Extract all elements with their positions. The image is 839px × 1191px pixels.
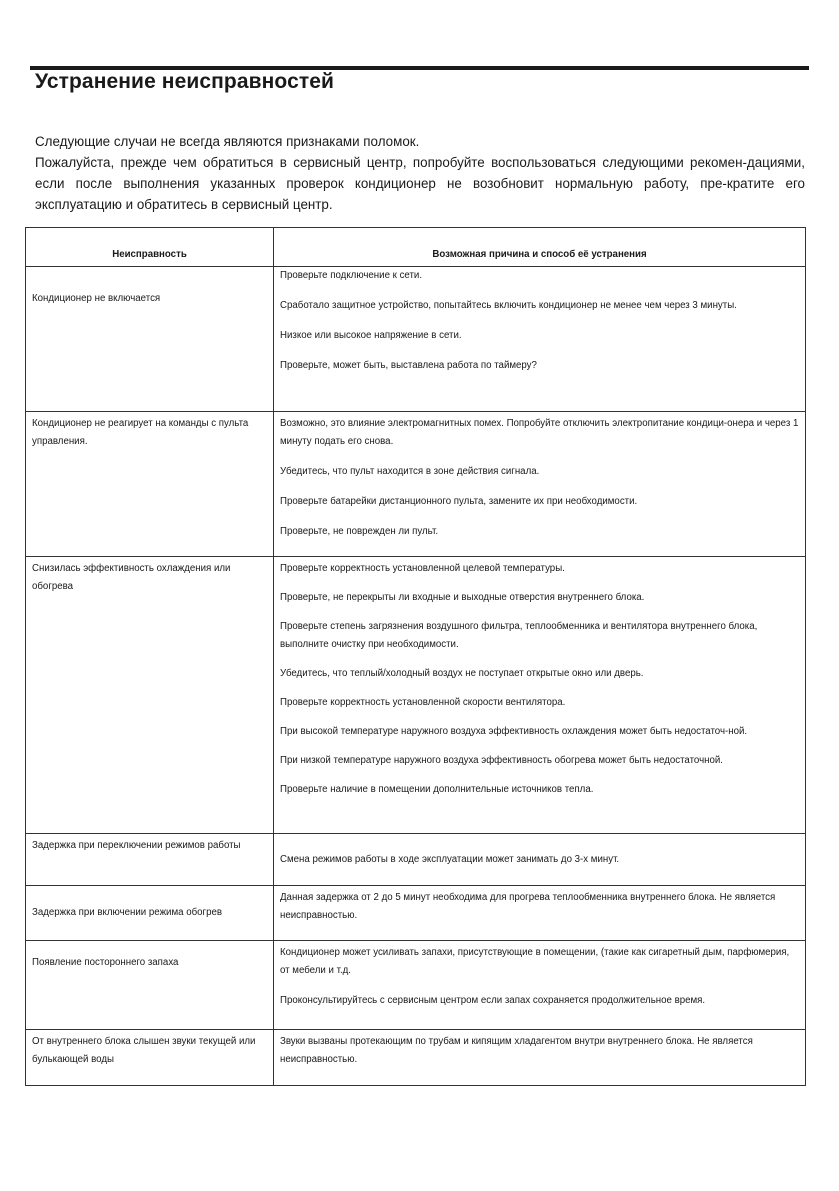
remedy-line: Проверьте корректность установленной целевой температуры. [280, 563, 565, 574]
remedy-line: Убедитесь, что теплый/холодный воздух не поступает открытые окно или дверь. [280, 668, 644, 679]
fault-text: Задержка при переключении режимов работы [32, 840, 241, 851]
remedy-line: При высокой температуре наружного воздуха эффективность охлаждения может быть недостаточ-ной. [280, 726, 748, 737]
column-header-remedy: Возможная причина и способ её устранения [274, 228, 806, 267]
table-row [26, 557, 806, 834]
intro-text [35, 131, 805, 215]
remedy-line: Данная задержка от 2 до 5 минут необходима для прогрева теплообменника внутреннего блока. Не является неисправностью. [280, 892, 776, 921]
remedy-cell [274, 557, 806, 834]
remedy-cell [274, 941, 806, 1030]
fault-text: Задержка при включении режима обогрев [32, 907, 222, 918]
intro-line-2: Пожалуйста, прежде чем обратиться в сервисный центр, попробуйте воспользоваться следующими рекомен-дациями, если после выполнения указанных проверок кондиционер не возобновит нормальную работу, пре-кратите его эксплуатацию и обратитесь в сервисный центр. [35, 155, 805, 212]
fault-cell [26, 412, 274, 557]
intro-line-1: Следующие случаи не всегда являются признаками поломок. [35, 134, 420, 149]
page-title: Устранение неисправностей [35, 70, 335, 93]
column-header-fault: Неисправность [26, 228, 274, 267]
table-row [26, 412, 806, 557]
remedy-line: Проверьте подключение к сети. [280, 270, 423, 281]
remedy-cell [274, 412, 806, 557]
fault-cell [26, 941, 274, 1030]
table-row [26, 941, 806, 1030]
fault-text: Кондиционер не включается [32, 293, 161, 304]
fault-cell [26, 1030, 274, 1086]
remedy-line: При низкой температуре наружного воздуха эффективность обогрева может быть недостаточной. [280, 755, 723, 766]
remedy-line: Проверьте наличие в помещении дополнительные источников тепла. [280, 784, 594, 795]
remedy-line: Смена режимов работы в ходе эксплуатации может занимать до 3-х минут. [280, 853, 620, 865]
table-row [26, 1030, 806, 1086]
remedy-line: Звуки вызваны протекающим по трубам и кипящим хладагентом внутри внутреннего блока. Не является неисправностью. [280, 1036, 753, 1065]
fault-cell [26, 834, 274, 886]
remedy-line: Проверьте корректность установленной скорости вентилятора. [280, 697, 566, 708]
remedy-line: Низкое или высокое напряжение в сети. [280, 330, 462, 341]
remedy-cell [274, 834, 806, 886]
table-header-row [26, 228, 806, 267]
table-row [26, 267, 806, 412]
remedy-line: Сработало защитное устройство, попытайтесь включить кондиционер не менее чем через 3 минуты. [280, 300, 737, 311]
remedy-line: Убедитесь, что пульт находится в зоне действия сигнала. [280, 466, 540, 477]
table-row [26, 834, 806, 886]
remedy-line: Проверьте, не перекрыты ли входные и выходные отверстия внутреннего блока. [280, 592, 645, 603]
fault-cell [26, 886, 274, 941]
table-row [26, 886, 806, 941]
remedy-cell [274, 1030, 806, 1086]
troubleshooting-table [25, 227, 806, 1086]
remedy-cell [274, 267, 806, 412]
fault-text: Появление постороннего запаха [32, 957, 179, 968]
fault-cell [26, 557, 274, 834]
remedy-line: Проверьте батарейки дистанционного пульта, замените их при необходимости. [280, 496, 638, 507]
remedy-line: Проверьте, не поврежден ли пульт. [280, 526, 439, 537]
fault-cell [26, 267, 274, 412]
remedy-line: Проверьте, может быть, выставлена работа по таймеру? [280, 360, 537, 371]
fault-text: От внутреннего блока слышен звуки текущей или булькающей воды [32, 1036, 256, 1065]
fault-text: Снизилась эффективность охлаждения или обогрева [32, 563, 231, 592]
fault-text: Кондиционер не реагирует на команды с пульта управления. [32, 418, 249, 447]
remedy-line: Кондиционер может усиливать запахи, присутствующие в помещении, (такие как сигаретный дым, парфюмерия, от мебели и т.д. [280, 947, 790, 976]
remedy-cell [274, 886, 806, 941]
remedy-line: Возможно, это влияние электромагнитных помех. Попробуйте отключить электропитание кондици-онера и через 1 минуту подать его снова. [280, 418, 799, 447]
remedy-line: Проверьте степень загрязнения воздушного фильтра, теплообменника и вентилятора внутреннего блока, выполните очистку при необходимости. [280, 621, 758, 650]
remedy-line: Проконсультируйтесь с сервисным центром если запах сохраняется продолжительное время. [280, 995, 706, 1006]
